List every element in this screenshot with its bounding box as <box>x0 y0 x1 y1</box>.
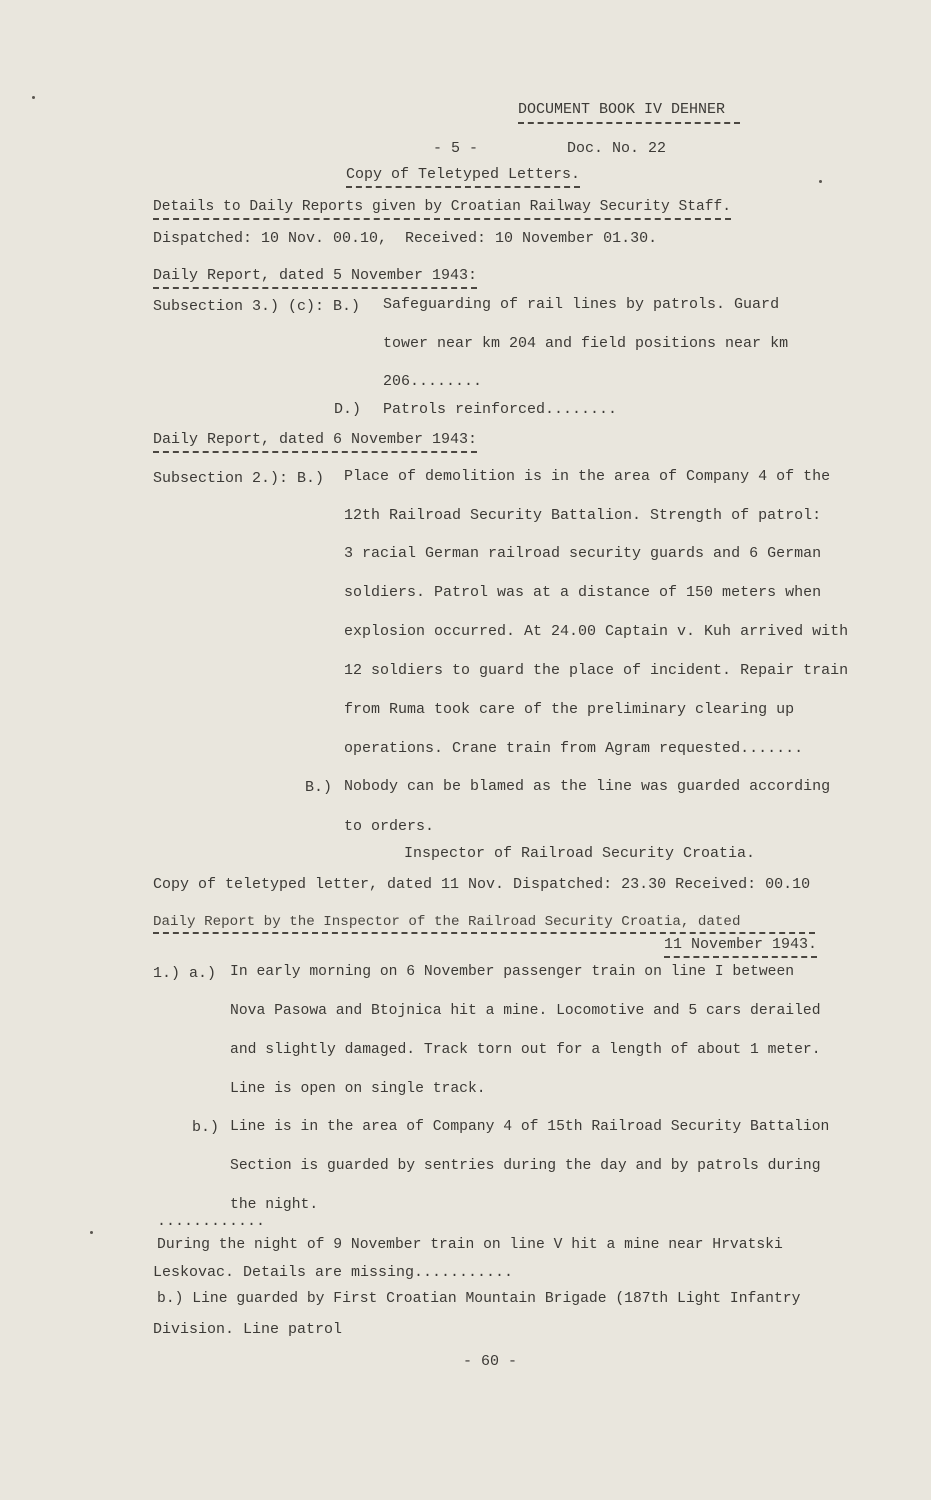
report2-line: Place of demolition is in the area of Company 4 of the <box>344 468 831 485</box>
document-title: Copy of Teletyped Letters. <box>346 166 580 188</box>
copy-line: Copy of teletyped letter, dated 11 Nov. Dispatched: 23.30 Received: 00.10 <box>153 876 811 893</box>
doc-number: Doc. No. 22 <box>567 140 667 157</box>
report3-a-line: In early morning on 6 November passenger train on line I between <box>230 964 795 980</box>
report3-b3-line: b.) Line guarded by First Croatian Mountain Brigade (187th Light Infantry <box>157 1291 801 1307</box>
page-number: - 60 - <box>463 1353 518 1370</box>
report2-b2-label: B.) <box>305 779 333 796</box>
dispatch-line: Dispatched: 10 Nov. 00.10, Received: 10 November 01.30. <box>153 230 658 247</box>
report3-a-line: Nova Pasowa and Btojnica hit a mine. Locomotive and 5 cars derailed <box>230 1003 821 1019</box>
report3-night-line: Leskovac. Details are missing........... <box>153 1264 514 1281</box>
report3-heading: Daily Report by the Inspector of the Railroad Security Croatia, dated <box>153 914 741 930</box>
book-title-underline <box>518 118 740 124</box>
report2-line: 12th Railroad Security Battalion. Strength of patrol: <box>344 507 822 524</box>
paper-speck <box>32 96 35 99</box>
report1-line: Safeguarding of rail lines by patrols. Guard <box>383 296 780 313</box>
report3-ellipsis: ............ <box>157 1213 266 1230</box>
report3-b-line: Section is guarded by sentries during the day and by patrols during <box>230 1158 821 1174</box>
report2-label: Subsection 2.): B.) <box>153 470 325 487</box>
details-heading: Details to Daily Reports given by Croatian Railway Security Staff. <box>153 198 731 220</box>
report2-signature: Inspector of Railroad Security Croatia. <box>404 845 756 862</box>
report2-heading: Daily Report, dated 6 November 1943: <box>153 431 477 453</box>
paper-speck <box>819 180 822 183</box>
report2-b2-line: Nobody can be blamed as the line was guarded according <box>344 778 831 795</box>
report2-line: operations. Crane train from Agram requested....... <box>344 740 804 757</box>
report3-a-label: 1.) a.) <box>153 965 217 982</box>
report1-line: tower near km 204 and field positions near km <box>383 335 789 352</box>
report3-b-label: b.) <box>192 1119 220 1136</box>
report3-heading-underline <box>153 930 815 934</box>
report3-a-line: and slightly damaged. Track torn out for a length of about 1 meter. <box>230 1042 821 1058</box>
paper-speck <box>90 1231 93 1234</box>
report3-b-line: the night. <box>230 1197 319 1213</box>
report2-line: soldiers. Patrol was at a distance of 150 meters when <box>344 584 822 601</box>
book-title: DOCUMENT BOOK IV DEHNER <box>518 101 726 118</box>
report1-line: 206........ <box>383 373 483 390</box>
report1-label: Subsection 3.) (c): B.) <box>153 298 361 315</box>
report3-heading-date: 11 November 1943. <box>664 936 817 958</box>
report2-b2-line: to orders. <box>344 818 435 835</box>
report2-line: from Ruma took care of the preliminary clearing up <box>344 701 795 718</box>
report3-night-line: During the night of 9 November train on line V hit a mine near Hrvatski <box>157 1237 783 1253</box>
report2-line: explosion occurred. At 24.00 Captain v. Kuh arrived with <box>344 623 849 640</box>
report2-line: 3 racial German railroad security guards and 6 German <box>344 545 822 562</box>
report2-line: 12 soldiers to guard the place of incident. Repair train <box>344 662 849 679</box>
report1-heading: Daily Report, dated 5 November 1943: <box>153 267 477 289</box>
report1-d-label: D.) <box>334 401 362 418</box>
report1-d-text: Patrols reinforced........ <box>383 401 618 418</box>
report3-b3-line: Division. Line patrol <box>153 1321 343 1338</box>
page-marker: - 5 - <box>433 140 479 157</box>
report3-b-line: Line is in the area of Company 4 of 15th Railroad Security Battalion <box>230 1119 830 1135</box>
report3-a-line: Line is open on single track. <box>230 1081 486 1097</box>
